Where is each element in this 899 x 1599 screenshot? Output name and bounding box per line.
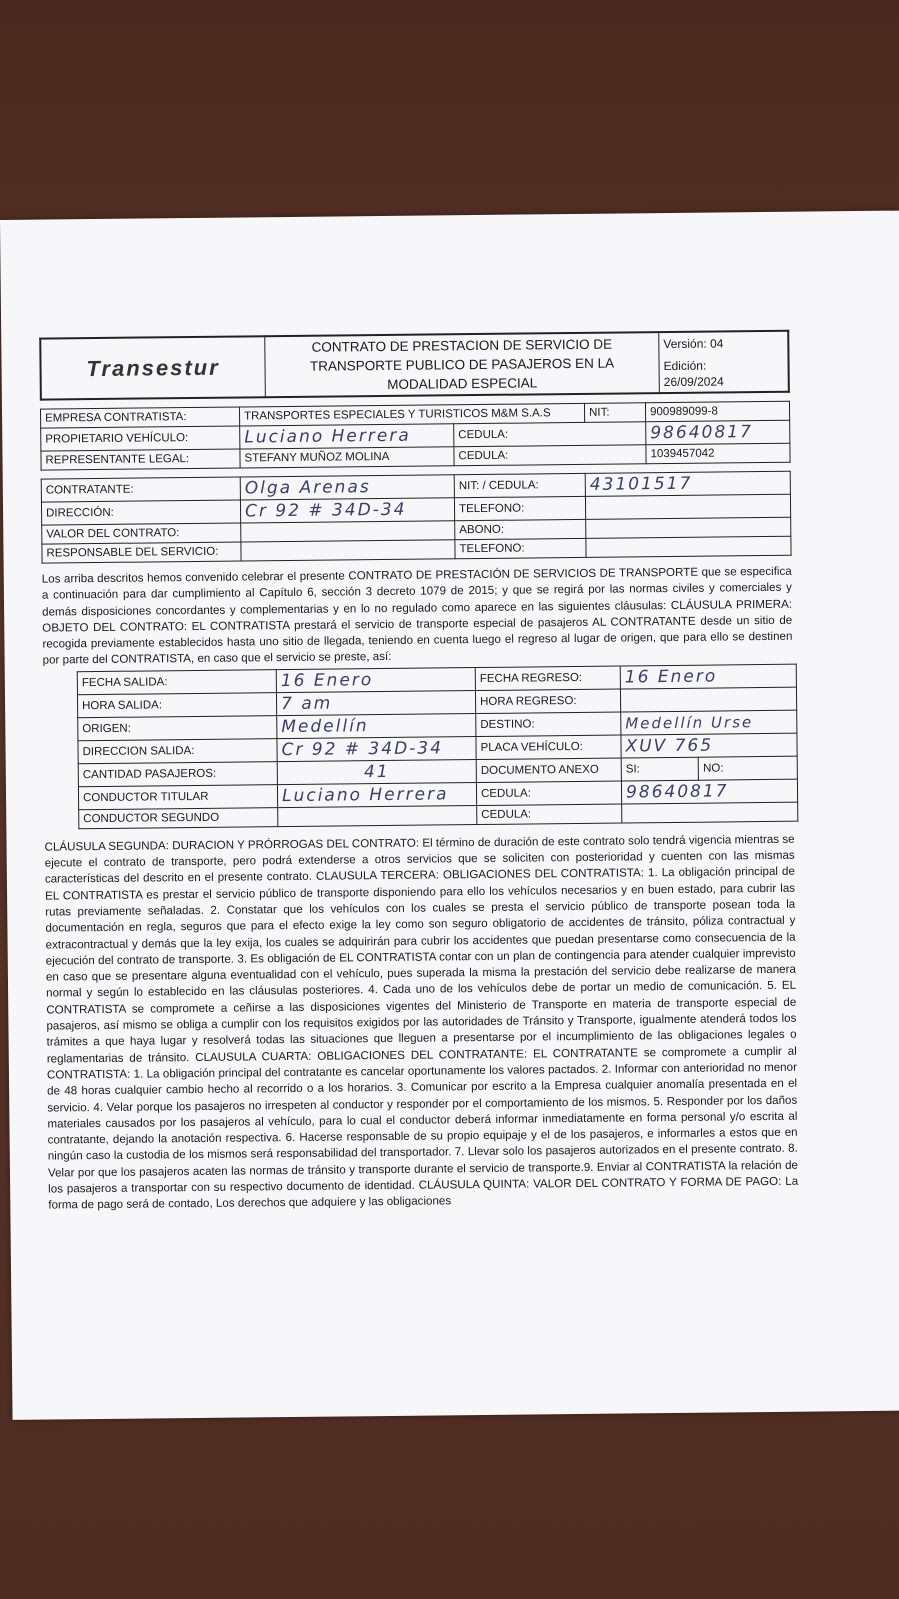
fecha-regreso-label: FECHA REGRESO: <box>475 666 620 691</box>
trip-table <box>77 663 799 829</box>
documento-label: DOCUMENTO ANEXO <box>476 758 621 783</box>
destino-value: Medellín Urse <box>621 710 797 735</box>
hora-salida-value: 7 am <box>276 690 475 715</box>
nit-label: NIT: <box>584 403 645 423</box>
edition-date: 26/09/2024 <box>663 373 724 389</box>
telefono2-value <box>586 536 791 557</box>
abono-label: ABONO: <box>455 519 586 539</box>
version-cell <box>659 331 789 393</box>
abono-value <box>586 517 791 538</box>
cedula-titular-label: CEDULA: <box>476 781 621 806</box>
destino-label: DESTINO: <box>476 712 621 737</box>
direccion-salida-value: Cr 92 # 34D-34 <box>277 736 476 761</box>
empresa-label: EMPRESA CONTRATISTA: <box>40 407 239 428</box>
company-table <box>40 401 791 471</box>
propietario-label: PROPIETARIO VEHÍCULO: <box>41 426 240 451</box>
nit-cedula-value: 43101517 <box>585 471 790 496</box>
valor-value <box>241 521 455 542</box>
cedula-titular-value: 98640817 <box>621 779 797 804</box>
fecha-salida-label: FECHA SALIDA: <box>77 669 276 694</box>
cedula1-label: CEDULA: <box>454 422 646 447</box>
document-title <box>265 332 660 397</box>
contract-body <box>39 330 798 1214</box>
logo-text: Transestur <box>86 354 220 381</box>
cantidad-value: 41 <box>277 759 476 784</box>
origen-label: ORIGEN: <box>78 715 277 740</box>
contratante-value: Olga Arenas <box>240 475 454 500</box>
conductor-segundo-value <box>278 805 477 826</box>
origen-value: Medellín <box>277 713 476 738</box>
logo <box>40 336 265 399</box>
cedula2-value: 1039457042 <box>646 443 790 464</box>
hora-salida-label: HORA SALIDA: <box>77 692 276 717</box>
paragraph-2: CLÁUSULA SEGUNDA: DURACION Y PRÓRROGAS DEL CONTRATO: El término de duración de este contrato solo tendrá vigencia mientras se ejecute el contrato de transporte, pero podrá extenderse a otros servicios que se soliciten con posterioridad y cuenten con las mismas características del descrito en el presente contrato. CLAUSULA TERCERA: OBLIGACIONES DEL CONTRATISTA: 1. La obligación principal de EL CONTRATISTA es prestar el servicio público de transporte disponiendo para ello los vehículos necesarios y en buen estado, para cubrir las rutas previamente señaladas. 2. Constatar que los vehículos con los cuales se presta el servicio público de transporte posean toda la documentación en regla, seguros que para el efecto exige la ley como son seguro obligatorio de accidentes de tránsito, póliza contractual y extracontractual y demás que la ley exija, los cuales se adquirirán para cubrir los accidentes que puedan presentarse como consecuencia de la ejecución del contrato de transporte. 3. Es obligación de EL CONTRATISTA contar con un plan de contingencia para atender cualquier imprevisto en caso que se presentare alguna eventualidad con el vehículo, pues superada la misma la prestación del servicio debe realizarse de manera normal y según lo establecido en las cláusulas posteriores. 4. Cada uno de los vehículos debe de portar un medio de comunicación. 5. EL CONTRATISTA se compromete a ceñirse a las disposiciones vigentes del Ministerio de Transporte en materia de transporte especial de pasajeros, así mismo se obliga a cumplir con los requisitos exigidos por las autoridades de Tránsito y Transporte, igualmente atenderá todos los trámites a que haya lugar y resolverá todas las situaciones que lleguen a presentarse por el incumplimiento de las obligaciones legales o reglamentarias de tránsito. CLAUSULA CUARTA: OBLIGACIONES DEL CONTRATANTE: EL CONTRATANTE se compromete a cumplir al CONTRATISTA: 1. La obligación principal del contratante es cancelar oportunamente los valores pactados. 2. Informar con anterioridad no menor de 48 horas cualquier cambio hecho al recorrido o a los horarios. 3. Comunicar por escrito a la Empresa cualquier anomalía presentada en el servicio. 4. Velar porque los pasajeros no irrespeten al conductor y responder por el comportamiento de los mismos. 5. Responder por los daños materiales causados por los pasajeros al vehículo, para lo cual el conductor deberá informar inmediatamente en forma personal y/o escrita al contratante, dejando la anotación respectiva. 6. Hacerse responsable de su propio equipaje y el de los pasajeros, e informarles a estos que en ningún caso la custodia de los mismos será responsabilidad del transportador. 7. Llevar solo los pasajeros autorizados en el presente contrato. 8. Velar por que los pasajeros acaten las normas de tránsito y transporte durante el servicio de transporte.9. Enviar al CONTRATISTA la relación de los pasajeros a transportar con su respectivo documento de identidad. CLÁUSULA QUINTA: VALOR DEL CONTRATO Y FORMA DE PAGO: La forma de pago será de contado, Los derechos que adquiere y las obligaciones <box>44 832 799 1212</box>
responsable-value <box>241 540 455 561</box>
hora-regreso-label: HORA REGRESO: <box>475 689 620 714</box>
version: Versión: 04 <box>663 335 724 351</box>
fecha-salida-value: 16 Enero <box>276 667 475 692</box>
cantidad-label: CANTIDAD PASAJEROS: <box>78 761 277 786</box>
cedula2-label: CEDULA: <box>454 445 646 466</box>
conductor-titular-value: Luciano Herrera <box>277 782 476 807</box>
propietario-value: Luciano Herrera <box>240 424 454 449</box>
representante-value: STEFANY MUÑOZ MOLINA <box>240 447 454 468</box>
fecha-regreso-value: 16 Enero <box>620 664 796 689</box>
paragraph-1: Los arriba descritos hemos convenido celebrar el presente CONTRATO DE PRESTACIÓN DE SERVICIOS DE TRANSPORTE que se especifica a continuación para dar cumplimiento al Capítulo 6, sección 3 decreto 1079 de 2015; y que se regirá por las normas civiles y comerciales y demás disposiciones concordantes y complementarias y en lo no regulado como aparece en las siguientes cláusulas: CLÁUSULA PRIMERA: OBJETO DEL CONTRATO: EL CONTRATISTA prestará el servicio de transporte especial de pasajeros AL CONTRATANTE desde un sitio de recogida previamente establecidos hasta uno sitio de llegada, teniendo en cuenta luego el regreso al lugar de origen, que para ello se destinen por parte del CONTRATISTA, en caso que el servicio se preste, así: <box>41 564 793 668</box>
nit-cedula-label: NIT: / CEDULA: <box>454 473 585 497</box>
header-table <box>39 330 790 401</box>
placa-label: PLACA VEHÍCULO: <box>476 735 621 760</box>
contratante-table <box>41 471 792 564</box>
edition-label: Edición: <box>663 358 707 373</box>
cedula1-value: 98640817 <box>646 420 790 445</box>
contract-paper <box>0 211 899 1420</box>
telefono1-value <box>585 494 790 519</box>
cedula-segundo-value <box>622 802 798 823</box>
title-line-1: CONTRATO DE PRESTACION DE SERVICIO DE <box>311 336 613 355</box>
no-label: NO: <box>698 756 797 780</box>
title-line-3: MODALIDAD ESPECIAL <box>387 375 538 392</box>
conductor-segundo-label: CONDUCTOR SEGUNDO <box>79 807 278 828</box>
direccion-salida-label: DIRECCION SALIDA: <box>78 738 277 763</box>
si-label: SI: <box>621 757 699 781</box>
responsable-label: RESPONSABLE DEL SERVICIO: <box>42 542 241 563</box>
contratante-label: CONTRATANTE: <box>41 477 240 502</box>
valor-label: VALOR DEL CONTRATO: <box>42 523 241 544</box>
direccion-value: Cr 92 # 34D-34 <box>240 498 454 523</box>
placa-value: XUV 765 <box>621 733 797 758</box>
nit-value: 900989099-8 <box>645 401 789 422</box>
hora-regreso-value <box>620 687 796 712</box>
empresa-value: TRANSPORTES ESPECIALES Y TURISTICOS M&M S.A.S <box>239 403 584 426</box>
representante-label: REPRESENTANTE LEGAL: <box>41 449 240 470</box>
telefono1-label: TELEFONO: <box>454 496 585 520</box>
direccion-label: DIRECCIÓN: <box>41 500 240 525</box>
telefono2-label: TELEFONO: <box>455 538 586 558</box>
conductor-titular-label: CONDUCTOR TITULAR <box>78 784 277 809</box>
cedula-segundo-label: CEDULA: <box>477 804 622 825</box>
title-line-2: TRANSPORTE PUBLICO DE PASAJEROS EN LA <box>309 355 615 374</box>
